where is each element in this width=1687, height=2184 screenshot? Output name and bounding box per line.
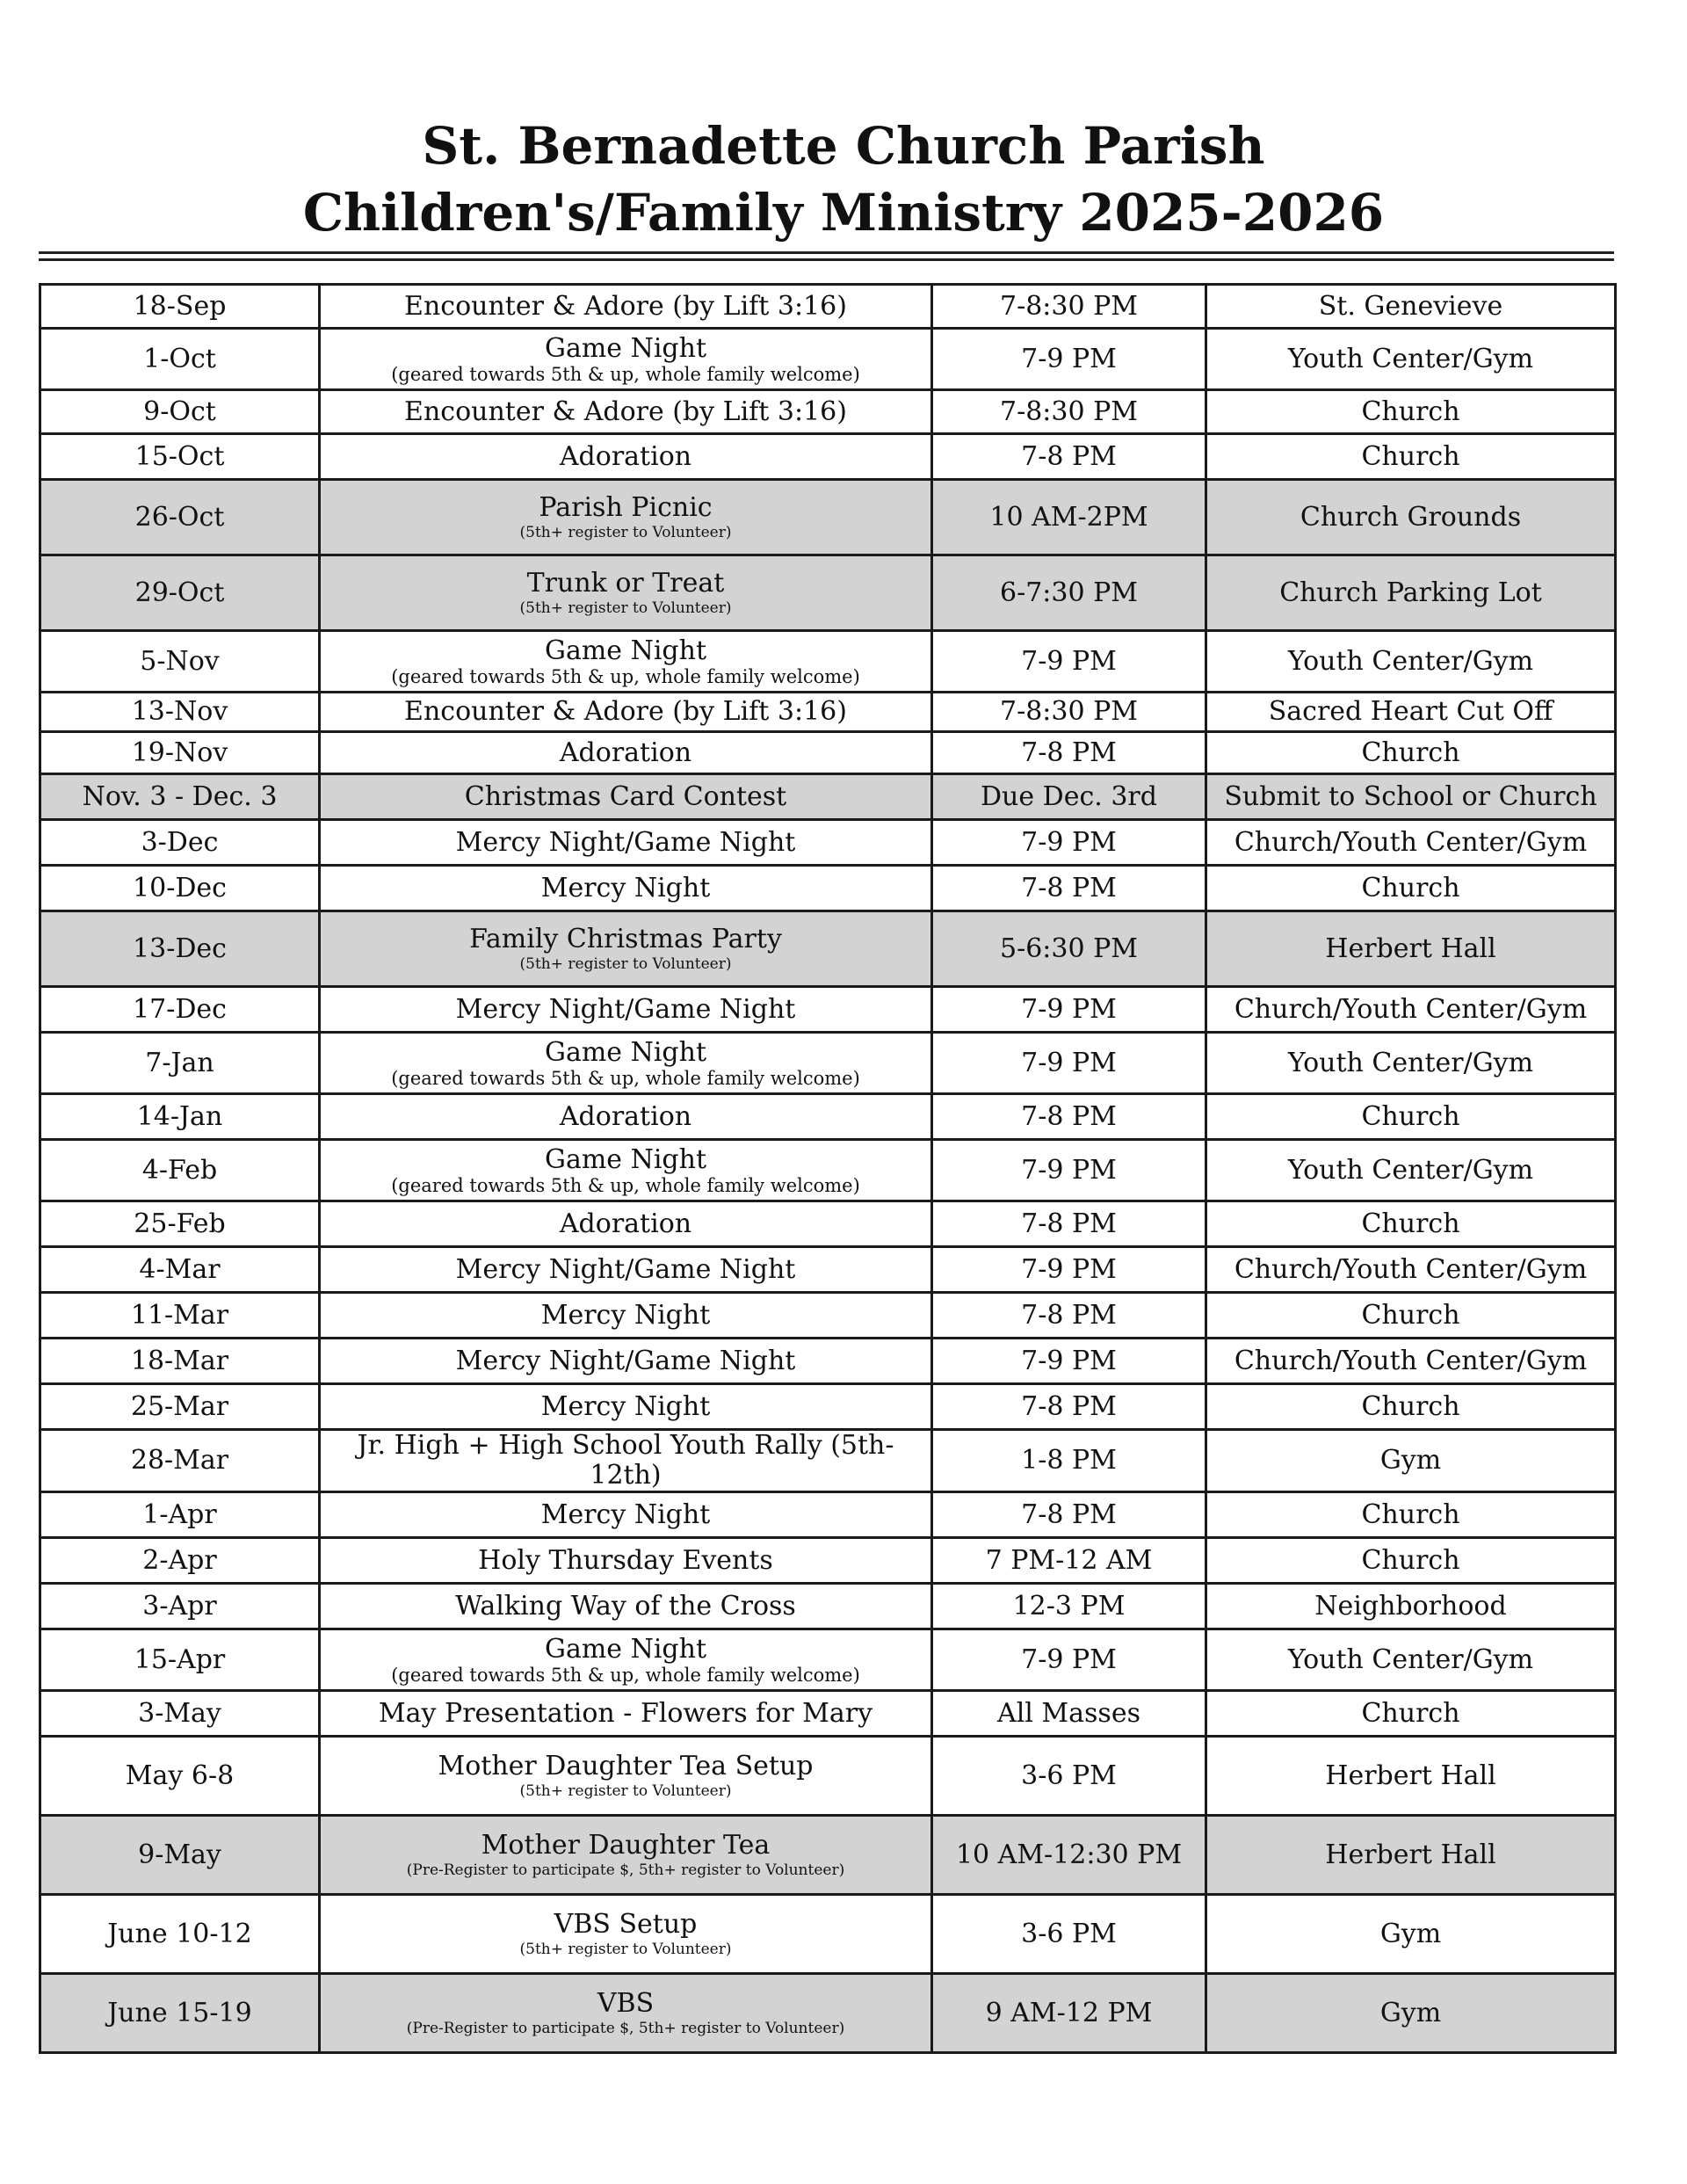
table-row — [40, 1339, 1616, 1384]
location-cell: Church/Youth Center/Gym — [1206, 1247, 1616, 1293]
event-note: (geared towards 5th & up, whole family welcome) — [391, 1067, 860, 1089]
event-cell — [320, 820, 932, 866]
location-cell: Submit to School or Church — [1206, 774, 1616, 820]
time-cell: 7-8 PM — [932, 434, 1206, 480]
event-note: (5th+ register to Volunteer) — [519, 1781, 732, 1800]
date-cell: 11-Mar — [40, 1293, 320, 1339]
location-cell: Gym — [1206, 1430, 1616, 1492]
event-cell — [320, 732, 932, 774]
date-cell: 26-Oct — [40, 480, 320, 555]
table-row — [40, 1538, 1616, 1584]
title-line-2: Children's/Family Ministry 2025-2026 — [302, 183, 1385, 243]
event-note: (Pre-Register to participate $, 5th+ register to Volunteer) — [406, 2019, 845, 2037]
time-cell: 10 AM-2PM — [932, 480, 1206, 555]
event-name: May Presentation - Flowers for Mary — [378, 1697, 873, 1729]
time-cell: 9 AM-12 PM — [932, 1974, 1206, 2053]
date-cell: 2-Apr — [40, 1538, 320, 1584]
location-cell: Gym — [1206, 1895, 1616, 1974]
event-cell — [320, 1247, 932, 1293]
event-name: Mercy Night/Game Night — [455, 1345, 796, 1376]
location-cell: Herbert Hall — [1206, 911, 1616, 987]
title-divider-bottom — [39, 258, 1614, 261]
time-cell: 7-8 PM — [932, 1094, 1206, 1140]
location-cell: Church — [1206, 866, 1616, 911]
location-cell: Youth Center/Gym — [1206, 1140, 1616, 1201]
time-cell: 7-8 PM — [932, 732, 1206, 774]
location-cell: Sacred Heart Cut Off — [1206, 693, 1616, 732]
time-cell: 3-6 PM — [932, 1895, 1206, 1974]
event-cell — [320, 1094, 932, 1140]
date-cell: 18-Sep — [40, 285, 320, 329]
event-cell — [320, 1140, 932, 1201]
event-name: Mother Daughter Tea Setup — [438, 1750, 814, 1781]
table-row — [40, 732, 1616, 774]
time-cell: 7-9 PM — [932, 1339, 1206, 1384]
event-name: Mercy Night/Game Night — [455, 993, 796, 1025]
time-cell: Due Dec. 3rd — [932, 774, 1206, 820]
table-row — [40, 774, 1616, 820]
event-name: Game Night — [544, 1633, 706, 1665]
event-cell — [320, 1293, 932, 1339]
event-name: Trunk or Treat — [526, 567, 725, 599]
location-cell: Church — [1206, 732, 1616, 774]
time-cell: 7-9 PM — [932, 1033, 1206, 1094]
date-cell: 7-Jan — [40, 1033, 320, 1094]
event-cell — [320, 1584, 932, 1629]
date-cell: 15-Oct — [40, 434, 320, 480]
event-name: Adoration — [559, 1100, 692, 1132]
event-cell — [320, 1033, 932, 1094]
event-name: Mercy Night/Game Night — [455, 1253, 796, 1285]
event-name: Mercy Night — [540, 1299, 711, 1331]
date-cell: 1-Oct — [40, 329, 320, 390]
event-name: Parish Picnic — [539, 491, 713, 523]
event-cell — [320, 329, 932, 390]
event-cell — [320, 1895, 932, 1974]
event-note: (5th+ register to Volunteer) — [519, 599, 732, 617]
time-cell: 7-8 PM — [932, 866, 1206, 911]
date-cell: 18-Mar — [40, 1339, 320, 1384]
event-note: (5th+ register to Volunteer) — [519, 954, 732, 973]
location-cell: Church/Youth Center/Gym — [1206, 820, 1616, 866]
title-divider-top — [39, 251, 1614, 254]
table-row — [40, 1247, 1616, 1293]
table-row — [40, 693, 1616, 732]
date-cell: 4-Feb — [40, 1140, 320, 1201]
event-name: Encounter & Adore (by Lift 3:16) — [404, 290, 847, 322]
event-cell — [320, 390, 932, 434]
event-cell — [320, 1492, 932, 1538]
table-row — [40, 1430, 1616, 1492]
location-cell: Youth Center/Gym — [1206, 1629, 1616, 1691]
table-row — [40, 1584, 1616, 1629]
date-cell: May 6-8 — [40, 1737, 320, 1816]
event-note: (5th+ register to Volunteer) — [519, 523, 732, 541]
event-name: Game Night — [544, 332, 706, 364]
location-cell: Church — [1206, 434, 1616, 480]
table-row — [40, 987, 1616, 1033]
location-cell: Herbert Hall — [1206, 1737, 1616, 1816]
event-cell — [320, 1384, 932, 1430]
location-cell: St. Genevieve — [1206, 285, 1616, 329]
time-cell: 1-8 PM — [932, 1430, 1206, 1492]
table-row — [40, 1201, 1616, 1247]
table-row — [40, 866, 1616, 911]
date-cell: 13-Nov — [40, 693, 320, 732]
date-cell: 15-Apr — [40, 1629, 320, 1691]
event-name: Mercy Night — [540, 1498, 711, 1530]
time-cell: 7-8:30 PM — [932, 390, 1206, 434]
date-cell: 29-Oct — [40, 555, 320, 631]
event-name: Mercy Night — [540, 872, 711, 903]
event-name: Game Night — [544, 635, 706, 666]
time-cell: 6-7:30 PM — [932, 555, 1206, 631]
date-cell: 5-Nov — [40, 631, 320, 693]
time-cell: 7-9 PM — [932, 820, 1206, 866]
time-cell: 12-3 PM — [932, 1584, 1206, 1629]
table-row — [40, 555, 1616, 631]
event-note: (geared towards 5th & up, whole family welcome) — [391, 1174, 860, 1196]
time-cell: 7 PM-12 AM — [932, 1538, 1206, 1584]
location-cell: Gym — [1206, 1974, 1616, 2053]
location-cell: Youth Center/Gym — [1206, 329, 1616, 390]
location-cell: Church — [1206, 1201, 1616, 1247]
table-row — [40, 285, 1616, 329]
page-title — [0, 112, 1687, 246]
event-name: Adoration — [559, 1208, 692, 1239]
event-note: (Pre-Register to participate $, 5th+ register to Volunteer) — [406, 1861, 845, 1879]
event-name: Encounter & Adore (by Lift 3:16) — [404, 696, 847, 727]
event-name: Walking Way of the Cross — [455, 1590, 796, 1622]
event-name: Holy Thursday Events — [478, 1544, 773, 1576]
event-cell — [320, 434, 932, 480]
event-name: VBS — [597, 1987, 655, 2019]
table-row — [40, 1140, 1616, 1201]
event-cell — [320, 1816, 932, 1895]
event-name: Family Christmas Party — [469, 923, 782, 954]
location-cell: Church — [1206, 1094, 1616, 1140]
location-cell: Church — [1206, 390, 1616, 434]
date-cell: 9-Oct — [40, 390, 320, 434]
location-cell: Church — [1206, 1691, 1616, 1737]
time-cell: 7-8 PM — [932, 1201, 1206, 1247]
event-cell — [320, 555, 932, 631]
schedule-body — [40, 285, 1616, 2053]
event-cell — [320, 987, 932, 1033]
location-cell: Youth Center/Gym — [1206, 1033, 1616, 1094]
time-cell: 7-8 PM — [932, 1293, 1206, 1339]
event-cell — [320, 774, 932, 820]
table-row — [40, 480, 1616, 555]
schedule-table — [39, 283, 1617, 2054]
event-name: Jr. High + High School Youth Rally (5th-12th) — [357, 1430, 894, 1491]
time-cell: 7-8:30 PM — [932, 693, 1206, 732]
table-row — [40, 1895, 1616, 1974]
location-cell: Church — [1206, 1384, 1616, 1430]
date-cell: June 10-12 — [40, 1895, 320, 1974]
event-cell — [320, 693, 932, 732]
location-cell: Church — [1206, 1293, 1616, 1339]
time-cell: 7-8:30 PM — [932, 285, 1206, 329]
location-cell: Church Parking Lot — [1206, 555, 1616, 631]
table-row — [40, 1974, 1616, 2053]
event-cell — [320, 866, 932, 911]
table-row — [40, 329, 1616, 390]
date-cell: 3-Dec — [40, 820, 320, 866]
date-cell: 13-Dec — [40, 911, 320, 987]
location-cell: Church — [1206, 1492, 1616, 1538]
table-row — [40, 631, 1616, 693]
time-cell: 10 AM-12:30 PM — [932, 1816, 1206, 1895]
table-row — [40, 1384, 1616, 1430]
time-cell: 5-6:30 PM — [932, 911, 1206, 987]
time-cell: 3-6 PM — [932, 1737, 1206, 1816]
location-cell: Neighborhood — [1206, 1584, 1616, 1629]
table-row — [40, 390, 1616, 434]
event-cell — [320, 480, 932, 555]
table-row — [40, 1293, 1616, 1339]
event-name: Christmas Card Contest — [464, 780, 787, 812]
event-name: VBS Setup — [554, 1908, 698, 1940]
table-row — [40, 1629, 1616, 1691]
date-cell: 17-Dec — [40, 987, 320, 1033]
event-name: Game Night — [544, 1143, 706, 1175]
table-row — [40, 911, 1616, 987]
time-cell: 7-9 PM — [932, 329, 1206, 390]
location-cell: Church/Youth Center/Gym — [1206, 987, 1616, 1033]
event-note: (5th+ register to Volunteer) — [519, 1940, 732, 1958]
event-name: Mother Daughter Tea — [481, 1829, 771, 1861]
date-cell: 9-May — [40, 1816, 320, 1895]
event-name: Mercy Night/Game Night — [455, 826, 796, 858]
table-row — [40, 1816, 1616, 1895]
date-cell: June 15-19 — [40, 1974, 320, 2053]
date-cell: 28-Mar — [40, 1430, 320, 1492]
event-note: (geared towards 5th & up, whole family welcome) — [391, 363, 860, 385]
location-cell: Church/Youth Center/Gym — [1206, 1339, 1616, 1384]
event-cell — [320, 911, 932, 987]
event-cell — [320, 1538, 932, 1584]
event-cell — [320, 1737, 932, 1816]
table-row — [40, 1691, 1616, 1737]
event-note: (geared towards 5th & up, whole family welcome) — [391, 665, 860, 687]
date-cell: 4-Mar — [40, 1247, 320, 1293]
time-cell: 7-8 PM — [932, 1384, 1206, 1430]
time-cell: 7-9 PM — [932, 1629, 1206, 1691]
table-row — [40, 820, 1616, 866]
event-name: Mercy Night — [540, 1390, 711, 1422]
table-row — [40, 1737, 1616, 1816]
date-cell: 3-May — [40, 1691, 320, 1737]
table-row — [40, 1492, 1616, 1538]
event-cell — [320, 1691, 932, 1737]
time-cell: All Masses — [932, 1691, 1206, 1737]
date-cell: 25-Mar — [40, 1384, 320, 1430]
table-row — [40, 1033, 1616, 1094]
event-cell — [320, 1339, 932, 1384]
location-cell: Church Grounds — [1206, 480, 1616, 555]
location-cell: Herbert Hall — [1206, 1816, 1616, 1895]
event-cell — [320, 631, 932, 693]
time-cell: 7-9 PM — [932, 1140, 1206, 1201]
location-cell: Youth Center/Gym — [1206, 631, 1616, 693]
date-cell: 3-Apr — [40, 1584, 320, 1629]
event-name: Encounter & Adore (by Lift 3:16) — [404, 395, 847, 427]
date-cell: 1-Apr — [40, 1492, 320, 1538]
event-cell — [320, 1974, 932, 2053]
event-name: Adoration — [559, 736, 692, 768]
time-cell: 7-9 PM — [932, 1247, 1206, 1293]
time-cell: 7-9 PM — [932, 631, 1206, 693]
date-cell: 14-Jan — [40, 1094, 320, 1140]
time-cell: 7-8 PM — [932, 1492, 1206, 1538]
date-cell: 25-Feb — [40, 1201, 320, 1247]
location-cell: Church — [1206, 1538, 1616, 1584]
date-cell: Nov. 3 - Dec. 3 — [40, 774, 320, 820]
event-cell — [320, 285, 932, 329]
table-row — [40, 1094, 1616, 1140]
time-cell: 7-9 PM — [932, 987, 1206, 1033]
date-cell: 19-Nov — [40, 732, 320, 774]
event-cell — [320, 1430, 932, 1492]
event-note: (geared towards 5th & up, whole family welcome) — [391, 1664, 860, 1686]
event-cell — [320, 1201, 932, 1247]
event-cell — [320, 1629, 932, 1691]
event-name: Game Night — [544, 1036, 706, 1068]
title-line-1: St. Bernadette Church Parish — [422, 116, 1265, 176]
table-row — [40, 434, 1616, 480]
date-cell: 10-Dec — [40, 866, 320, 911]
event-name: Adoration — [559, 440, 692, 472]
